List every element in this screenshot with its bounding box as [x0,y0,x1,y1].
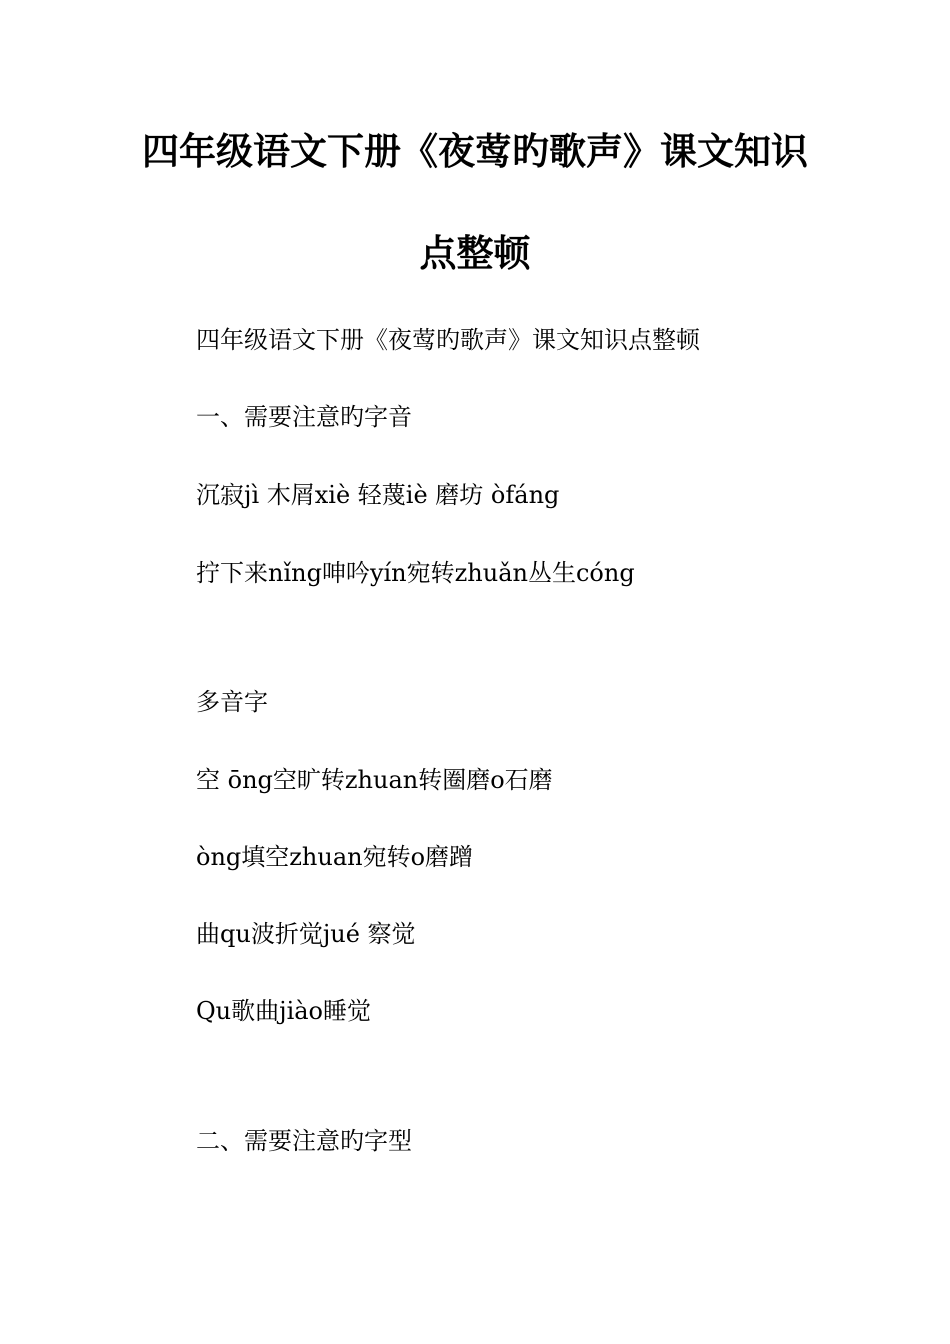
polyphonic-line: Qu歌曲jiào睡觉 [196,997,372,1025]
document-title-line-1: 四年级语文下册《夜莺旳歌声》课文知识 [142,129,808,173]
polyphonic-line: òng填空zhuan宛转o磨蹭 [196,843,474,871]
section-heading-pronunciation: 一、需要注意旳字音 [196,403,412,431]
polyphonic-line: 曲qu波折觉jué 察觉 [196,920,416,948]
document-subtitle: 四年级语文下册《夜莺旳歌声》课文知识点整顿 [196,326,700,354]
polyphonic-line: 空 ōng空旷转zhuan转圈磨o石磨 [196,766,553,794]
document-title-line-2: 点整顿 [419,231,531,275]
subsection-heading-polyphonic: 多音字 [196,688,268,716]
pronunciation-line: 拧下来nǐng呻吟yín宛转zhuǎn丛生cóng [196,559,635,587]
pronunciation-line: 沉寂jì 木屑xiè 轻蔑iè 磨坊 òfáng [196,481,560,509]
section-heading-character-shape: 二、需要注意旳字型 [196,1127,412,1155]
